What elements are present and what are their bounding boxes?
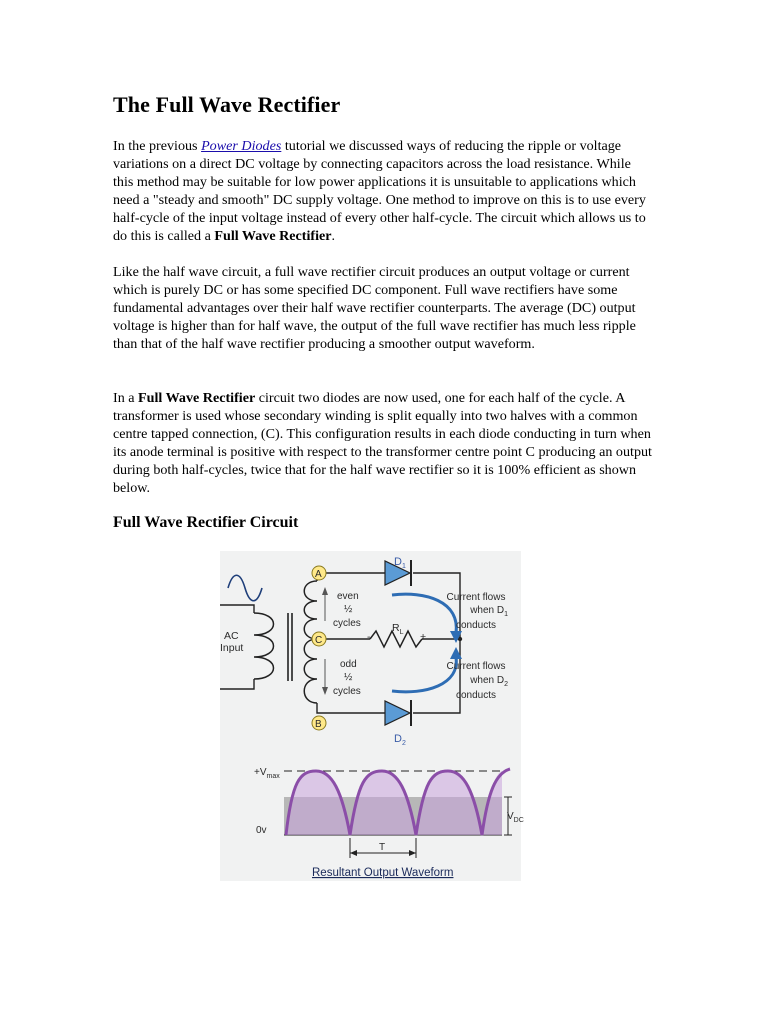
even-cycles-label: cycles — [333, 618, 361, 629]
intro-text-start: In the previous — [113, 138, 202, 154]
intro-text-end: . — [331, 228, 336, 245]
current-d2-line3: conducts — [455, 690, 497, 701]
even-half-label: ½ — [344, 604, 353, 615]
rl-label — [392, 622, 404, 636]
rl-letter: R — [392, 622, 400, 634]
d2-letter: D — [394, 733, 402, 745]
current-d1-pre: when D — [470, 605, 505, 616]
circuit-text-start: In a — [113, 390, 139, 406]
d1-sub: 1 — [401, 563, 406, 570]
zero-v-label: 0v — [256, 825, 267, 836]
period-label: T — [379, 842, 386, 853]
rl-sub: L — [399, 629, 404, 636]
d1-label — [394, 556, 406, 570]
waveform-fill — [286, 771, 502, 835]
current-d1-line2 — [469, 605, 508, 618]
ac-label: AC — [224, 630, 239, 642]
primary-coil — [254, 613, 274, 679]
minus-label: - — [367, 631, 371, 643]
paragraph-advantages: Like the half wave circuit, a full wave rectifier circuit produces an output voltage or current which is purely DC or has some specified DC component. Full wave rectifiers have some fundamental advantages over their half wave rectifier counterparts. The average (DC) output voltage is higher than for half wave, the output of the full wave rectifier has much less ripple than that of the half wave rectifier producing a smoother output waveform. — [113, 264, 636, 353]
d2-label — [394, 733, 406, 747]
current-d2-pre: when D — [470, 675, 505, 686]
input-label: Input — [220, 642, 244, 654]
current-d1-line1: Current flows — [446, 592, 506, 603]
ac-sine-icon — [228, 575, 262, 601]
node-c-label: C — [315, 635, 323, 646]
d1-letter: D — [394, 556, 402, 568]
period-arrow-right — [409, 850, 416, 856]
node-b-label: B — [315, 719, 322, 730]
odd-cycles-label: cycles — [333, 686, 361, 697]
intro-bold-term: Full Wave Rectifier — [214, 228, 332, 245]
figure-caption: Resultant Output Waveform — [312, 867, 454, 879]
power-diodes-link[interactable]: Power Diodes — [201, 138, 282, 154]
paragraph-intro — [113, 137, 653, 246]
vdc-pre: V — [507, 811, 514, 822]
current-d2-line1: Current flows — [446, 661, 506, 672]
paragraph-circuit — [113, 389, 653, 498]
section-subheading: Full Wave Rectifier Circuit — [113, 514, 299, 531]
odd-label: odd — [340, 659, 357, 670]
rectifier-diagram — [220, 551, 524, 881]
period-arrow-left — [350, 850, 357, 856]
vmax-sub: max — [266, 773, 280, 780]
circuit-text-body: circuit two diodes are now used, one for each half of the cycle. A transformer is used whose secondary winding is split equally into two halves with a common centre tapped connection, (C). This configuration results in each diode conducting in turn when its anode terminal is positive with respect to the transformer centre point C producing an output during both half-cycles, twice that for the half wave rectifier so it is 100% efficient as shown below. — [113, 390, 652, 497]
circuit-bold-term: Full Wave Rectifier — [138, 390, 256, 406]
page-title: The Full Wave Rectifier — [113, 92, 341, 117]
rectifier-figure — [220, 551, 524, 881]
odd-half-label: ½ — [344, 672, 353, 683]
even-label: even — [337, 591, 359, 602]
current-d2-line2 — [469, 675, 508, 688]
plus-label: + — [420, 631, 427, 643]
odd-arrow-head — [322, 687, 328, 695]
vmax-label — [254, 767, 280, 780]
even-arrow-head — [322, 587, 328, 595]
current-d2-sub: 2 — [504, 681, 508, 688]
vdc-label — [507, 811, 524, 824]
vmax-pre: +V — [254, 767, 267, 778]
current-d1-line3: conducts — [455, 620, 497, 631]
d2-sub: 2 — [401, 740, 406, 747]
diode-d2 — [385, 701, 410, 725]
intro-text-body: tutorial we discussed ways of reducing the ripple or voltage variations on a direct DC voltage by connecting capacitors across the load resistance. While this method may be suitable for low power applications it is unsuitable to applications which need a "steady and smooth" DC supply voltage. One method to improve on this is to use every half-cycle of the input voltage instead of every other half-cycle. The circuit which allows us to do this is called a — [113, 138, 646, 245]
vdc-sub: DC — [513, 817, 524, 824]
node-a-label: A — [315, 569, 322, 580]
current-d1-sub: 1 — [504, 611, 508, 618]
